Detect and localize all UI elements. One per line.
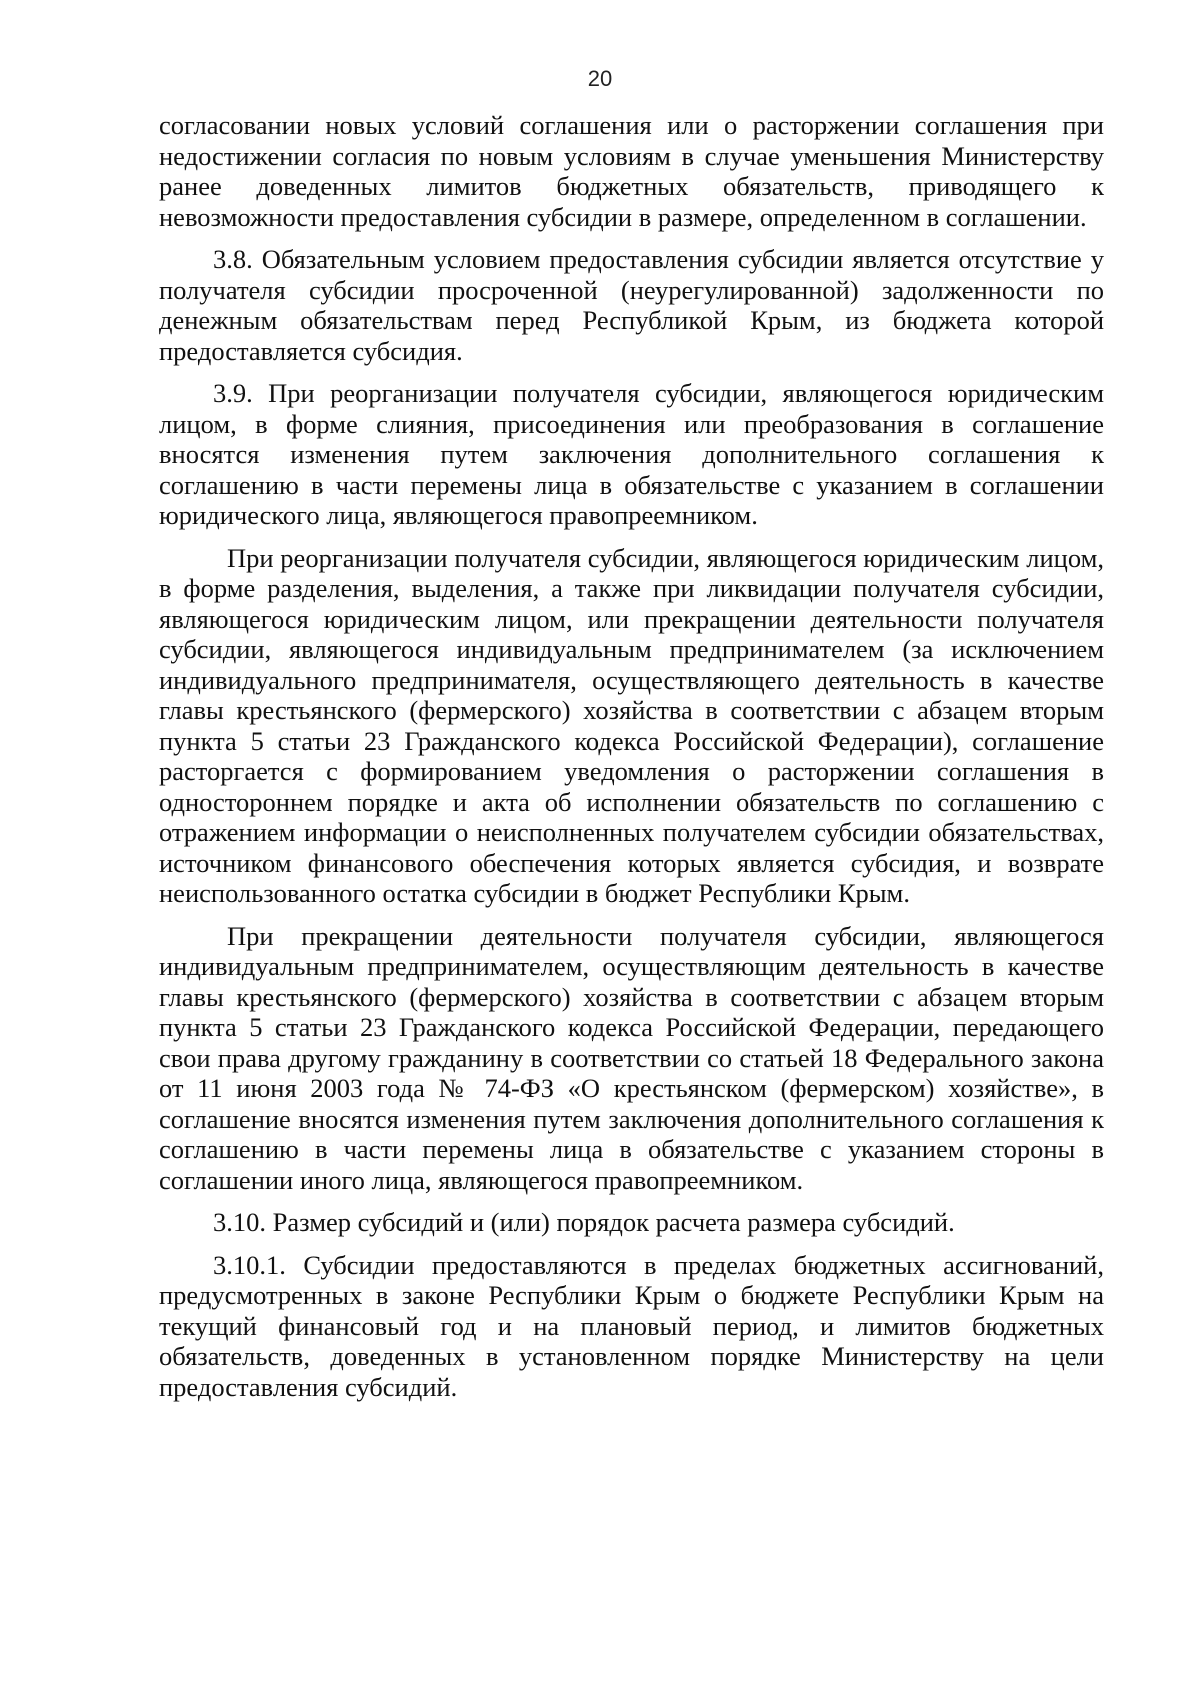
paragraph-3-9: 3.9. При реорганизации получателя субсидии, являющегося юридическим лицом, в форме слияния, присоединения или преобразования в соглашение вносятся изменения путем заключения дополнительного соглашения к соглашению в части перемены лица в обязательстве с указанием в соглашении юридического лица, являющегося правопреемником. bbox=[159, 378, 1104, 530]
paragraph-3-8: 3.8. Обязательным условием предоставления субсидии является отсутствие у получателя субсидии просроченной (неурегулированной) задолженности по денежным обязательствам перед Республикой Крым, из бюджета которой предоставляется субсидия. bbox=[159, 244, 1104, 366]
paragraph-3-10-1: 3.10.1. Субсидии предоставляются в пределах бюджетных ассигнований, предусмотренных в законе Республики Крым о бюджете Республики Крым на текущий финансовый год и на плановый период, и лимитов бюджетных обязательств, доведенных в установленном порядке Министерству на цели предоставления субсидий. bbox=[159, 1249, 1104, 1402]
paragraph-3-9-reorganization: При реорганизации получателя субсидии, являющегося юридическим лицом, в форме разделения, выделения, а также при ликвидации получателя субсидии, являющегося юридическим лицом, или прекращении деятельности получателя субсидии, являющегося индивидуальным предпринимателем (за исключением индивидуального предпринимателя, осуществляющего деятельность в качестве главы крестьянского (фермерского) хозяйства в соответствии с абзацем вторым пункта 5 статьи 23 Гражданского кодекса Российской Федерации), соглашение расторгается с формированием уведомления о расторжении соглашения в одностороннем порядке и акта об исполнении обязательств по соглашению с отражением информации о неисполненных получателем субсидии обязательствах, источником финансового обеспечения которых является субсидия, и возврате неиспользованного остатка субсидии в бюджет Республики Крым. bbox=[159, 542, 1104, 908]
paragraph-3-10: 3.10. Размер субсидий и (или) порядок расчета размера субсидий. bbox=[213, 1207, 955, 1237]
page-number: 20 bbox=[587, 66, 613, 91]
document-body bbox=[159, 110, 1104, 1402]
paragraph-continuation: согласовании новых условий соглашения или о расторжении соглашения при недостижении согласия по новым условиям в случае уменьшения Министерству ранее доведенных лимитов бюджетных обязательств, приводящего к невозможности предоставления субсидии в размере, определенном в соглашении. bbox=[159, 110, 1104, 232]
paragraph-3-9-termination: При прекращении деятельности получателя субсидии, являющегося индивидуальным предпринимателем, осуществляющим деятельность в качестве главы крестьянского (фермерского) хозяйства в соответствии с абзацем вторым пункта 5 статьи 23 Гражданского кодекса Российской Федерации, передающего свои права другому гражданину в соответствии со статьей 18 Федерального закона от 11 июня 2003 года № 74-ФЗ «О крестьянском (фермерском) хозяйстве», в соглашение вносятся изменения путем заключения дополнительного соглашения к соглашению в части перемены лица в обязательстве с указанием стороны в соглашении иного лица, являющегося правопреемником. bbox=[159, 920, 1104, 1195]
